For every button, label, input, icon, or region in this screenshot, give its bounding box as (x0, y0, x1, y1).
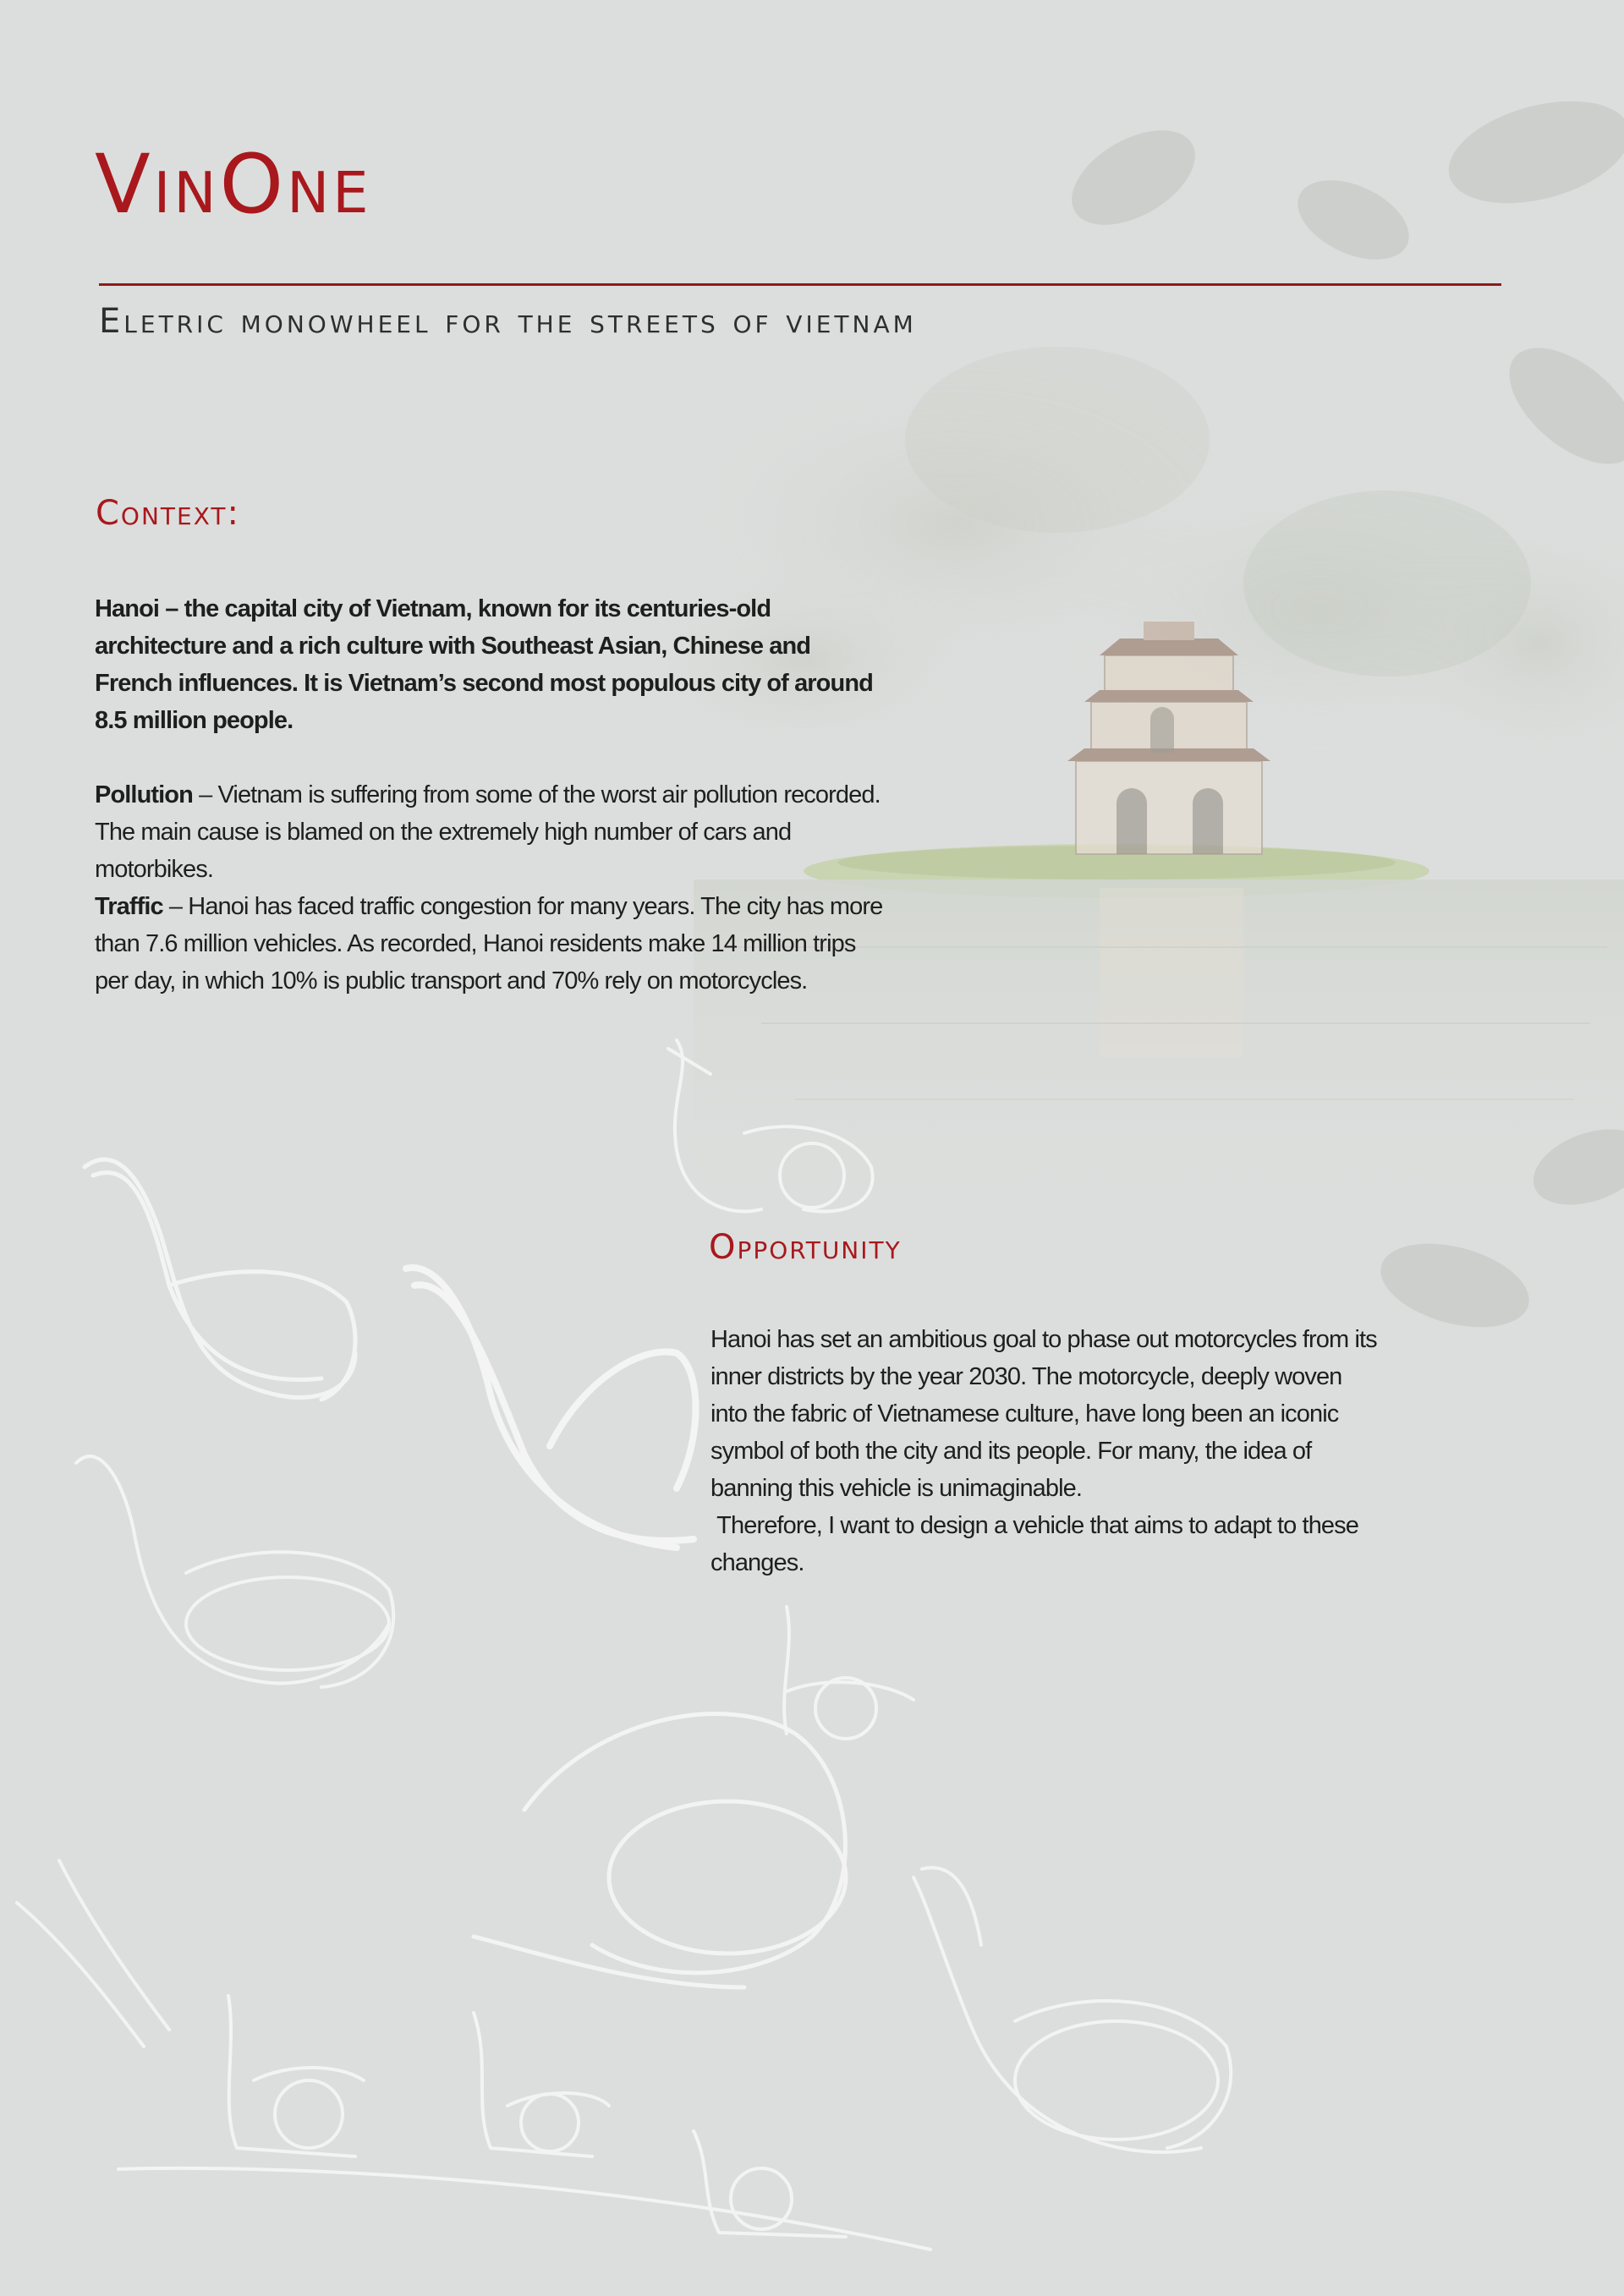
opportunity-heading: Opportunity (709, 1228, 902, 1267)
opportunity-body (710, 1321, 1379, 1581)
pollution-paragraph (95, 776, 890, 888)
title-divider (99, 283, 1501, 286)
context-body (95, 590, 890, 1000)
brand-title: VinOne (95, 137, 372, 232)
traffic-term: Traffic (95, 893, 163, 920)
traffic-text: – Hanoi has faced traffic congestion for many years. The city has more than 7.6 million vehicles. As recorded, Hanoi residents make 14 million trips per day, in which 10% is public transport and 70% rely on motorcycles. (95, 893, 883, 995)
opportunity-paragraph-1: Hanoi has set an ambitious goal to phase out motorcycles from its inner districts by the year 2030. The motorcycle, deeply woven into the fabric of Vietnamese culture, have long been an iconic symbol of both the city and its people. For many, the idea of banning this vehicle is unimaginable. (710, 1326, 1377, 1502)
context-heading: Context: (96, 494, 240, 533)
page-subtitle: Eletric monowheel for the streets of vietnam (99, 302, 917, 341)
opportunity-paragraph-2: Therefore, I want to design a vehicle that aims to adapt to these changes. (710, 1512, 1365, 1576)
paragraph-spacer (95, 739, 890, 776)
traffic-paragraph (95, 888, 890, 1000)
pollution-term: Pollution (95, 781, 193, 808)
pollution-text: – Vietnam is suffering from some of the worst air pollution recorded. The main cause is blamed on the extremely high number of cars and motorbikes. (95, 781, 881, 883)
context-intro: Hanoi – the capital city of Vietnam, known for its centuries-old architecture and a rich culture with Southeast Asian, Chinese and French influences. It is Vietnam’s second most populous city of around 8.5 million people. (95, 595, 873, 734)
